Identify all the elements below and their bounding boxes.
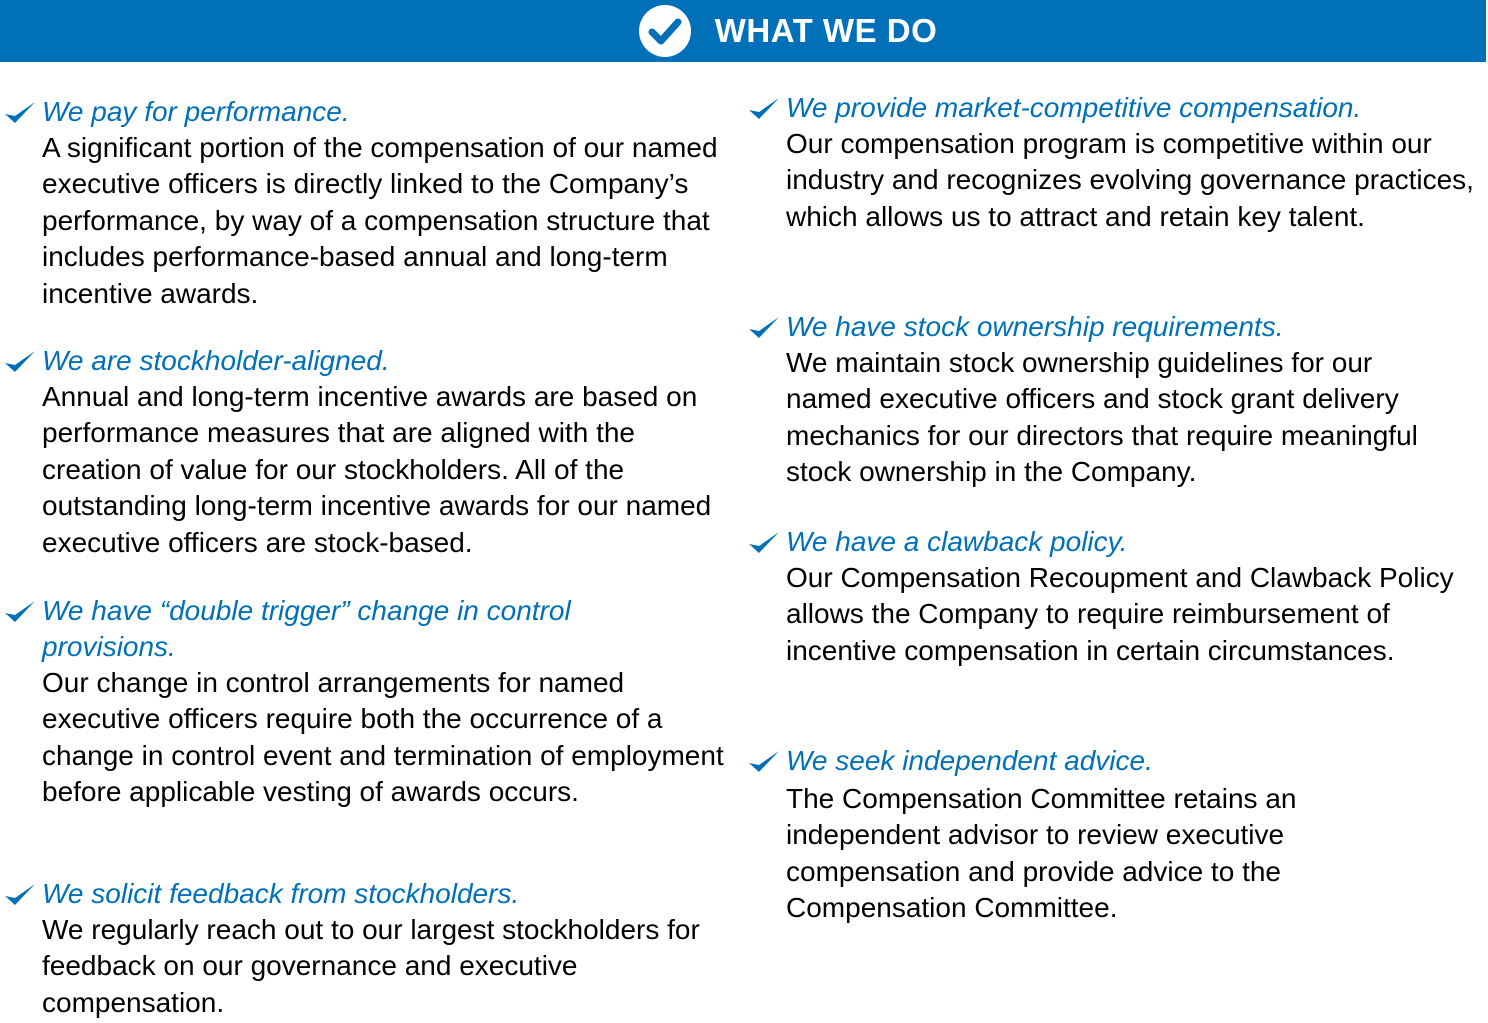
checkmark-icon <box>3 100 37 126</box>
list-item <box>0 876 740 1021</box>
list-item <box>744 90 1488 235</box>
item-heading <box>744 743 1404 779</box>
checkmark-icon <box>3 349 37 375</box>
item-body: Our compensation program is competitive within our industry and recognizes evolving governance practices, which allows us to attract and retain key talent. <box>786 128 1474 232</box>
checkmark-icon <box>747 749 781 775</box>
item-body: We maintain stock ownership guidelines for our named executive officers and stock grant delivery mechanics for our directors that require meaningful stock ownership in the Company. <box>786 347 1418 488</box>
checkmark-icon <box>3 599 37 625</box>
list-item <box>0 94 740 312</box>
item-body: Annual and long-term incentive awards are based on performance measures that are aligned with the creation of value for our stockholders. All of the outstanding long-term incentive awards for our named executive officers are stock-based. <box>42 381 712 558</box>
section-header <box>0 0 1486 62</box>
list-item <box>744 309 1464 491</box>
item-heading <box>0 343 740 379</box>
checkmark-icon <box>3 882 37 908</box>
check-circle-icon <box>639 5 691 57</box>
item-heading-text: We pay for performance. <box>42 96 350 127</box>
item-heading <box>0 593 660 665</box>
item-body: A significant portion of the compensation of our named executive officers is directly linked to the Company’s performance, by way of a compensation structure that includes performance-based annual and long-term incentive awards. <box>42 132 718 309</box>
item-heading-text: We are stockholder-aligned. <box>42 345 390 376</box>
checkmark-icon <box>747 530 781 556</box>
item-heading-text: We have stock ownership requirements. <box>786 311 1284 342</box>
item-heading-text: We provide market-competitive compensation. <box>786 92 1362 123</box>
section-title: WHAT WE DO <box>714 12 938 49</box>
item-body: We regularly reach out to our largest stockholders for feedback on our governance and executive compensation. <box>42 914 700 1018</box>
checkmark-icon <box>747 96 781 122</box>
list-item <box>744 743 1404 927</box>
list-item <box>0 343 740 561</box>
item-body: Our change in control arrangements for named executive officers require both the occurrence of a change in control event and termination of employment before applicable vesting of awards occurs. <box>42 667 724 808</box>
checkmark-icon <box>747 315 781 341</box>
item-body: The Compensation Committee retains an independent advisor to review executive compensation and provide advice to the Compensation Committee. <box>786 783 1297 924</box>
header-content <box>639 5 938 57</box>
list-item <box>744 524 1464 669</box>
item-heading <box>0 94 740 130</box>
list-item <box>0 593 724 811</box>
item-heading <box>744 90 1488 126</box>
item-body: Our Compensation Recoupment and Clawback Policy allows the Company to require reimbursement of incentive compensation in certain circumstances. <box>786 562 1454 666</box>
item-heading-text: We seek independent advice. <box>786 745 1153 776</box>
item-heading <box>744 309 1464 345</box>
item-heading-text: We have a clawback policy. <box>786 526 1128 557</box>
item-heading <box>744 524 1464 560</box>
item-heading-text: We solicit feedback from stockholders. <box>42 878 520 909</box>
item-heading-text: We have “double trigger” change in control provisions. <box>42 595 571 662</box>
item-heading <box>0 876 740 912</box>
